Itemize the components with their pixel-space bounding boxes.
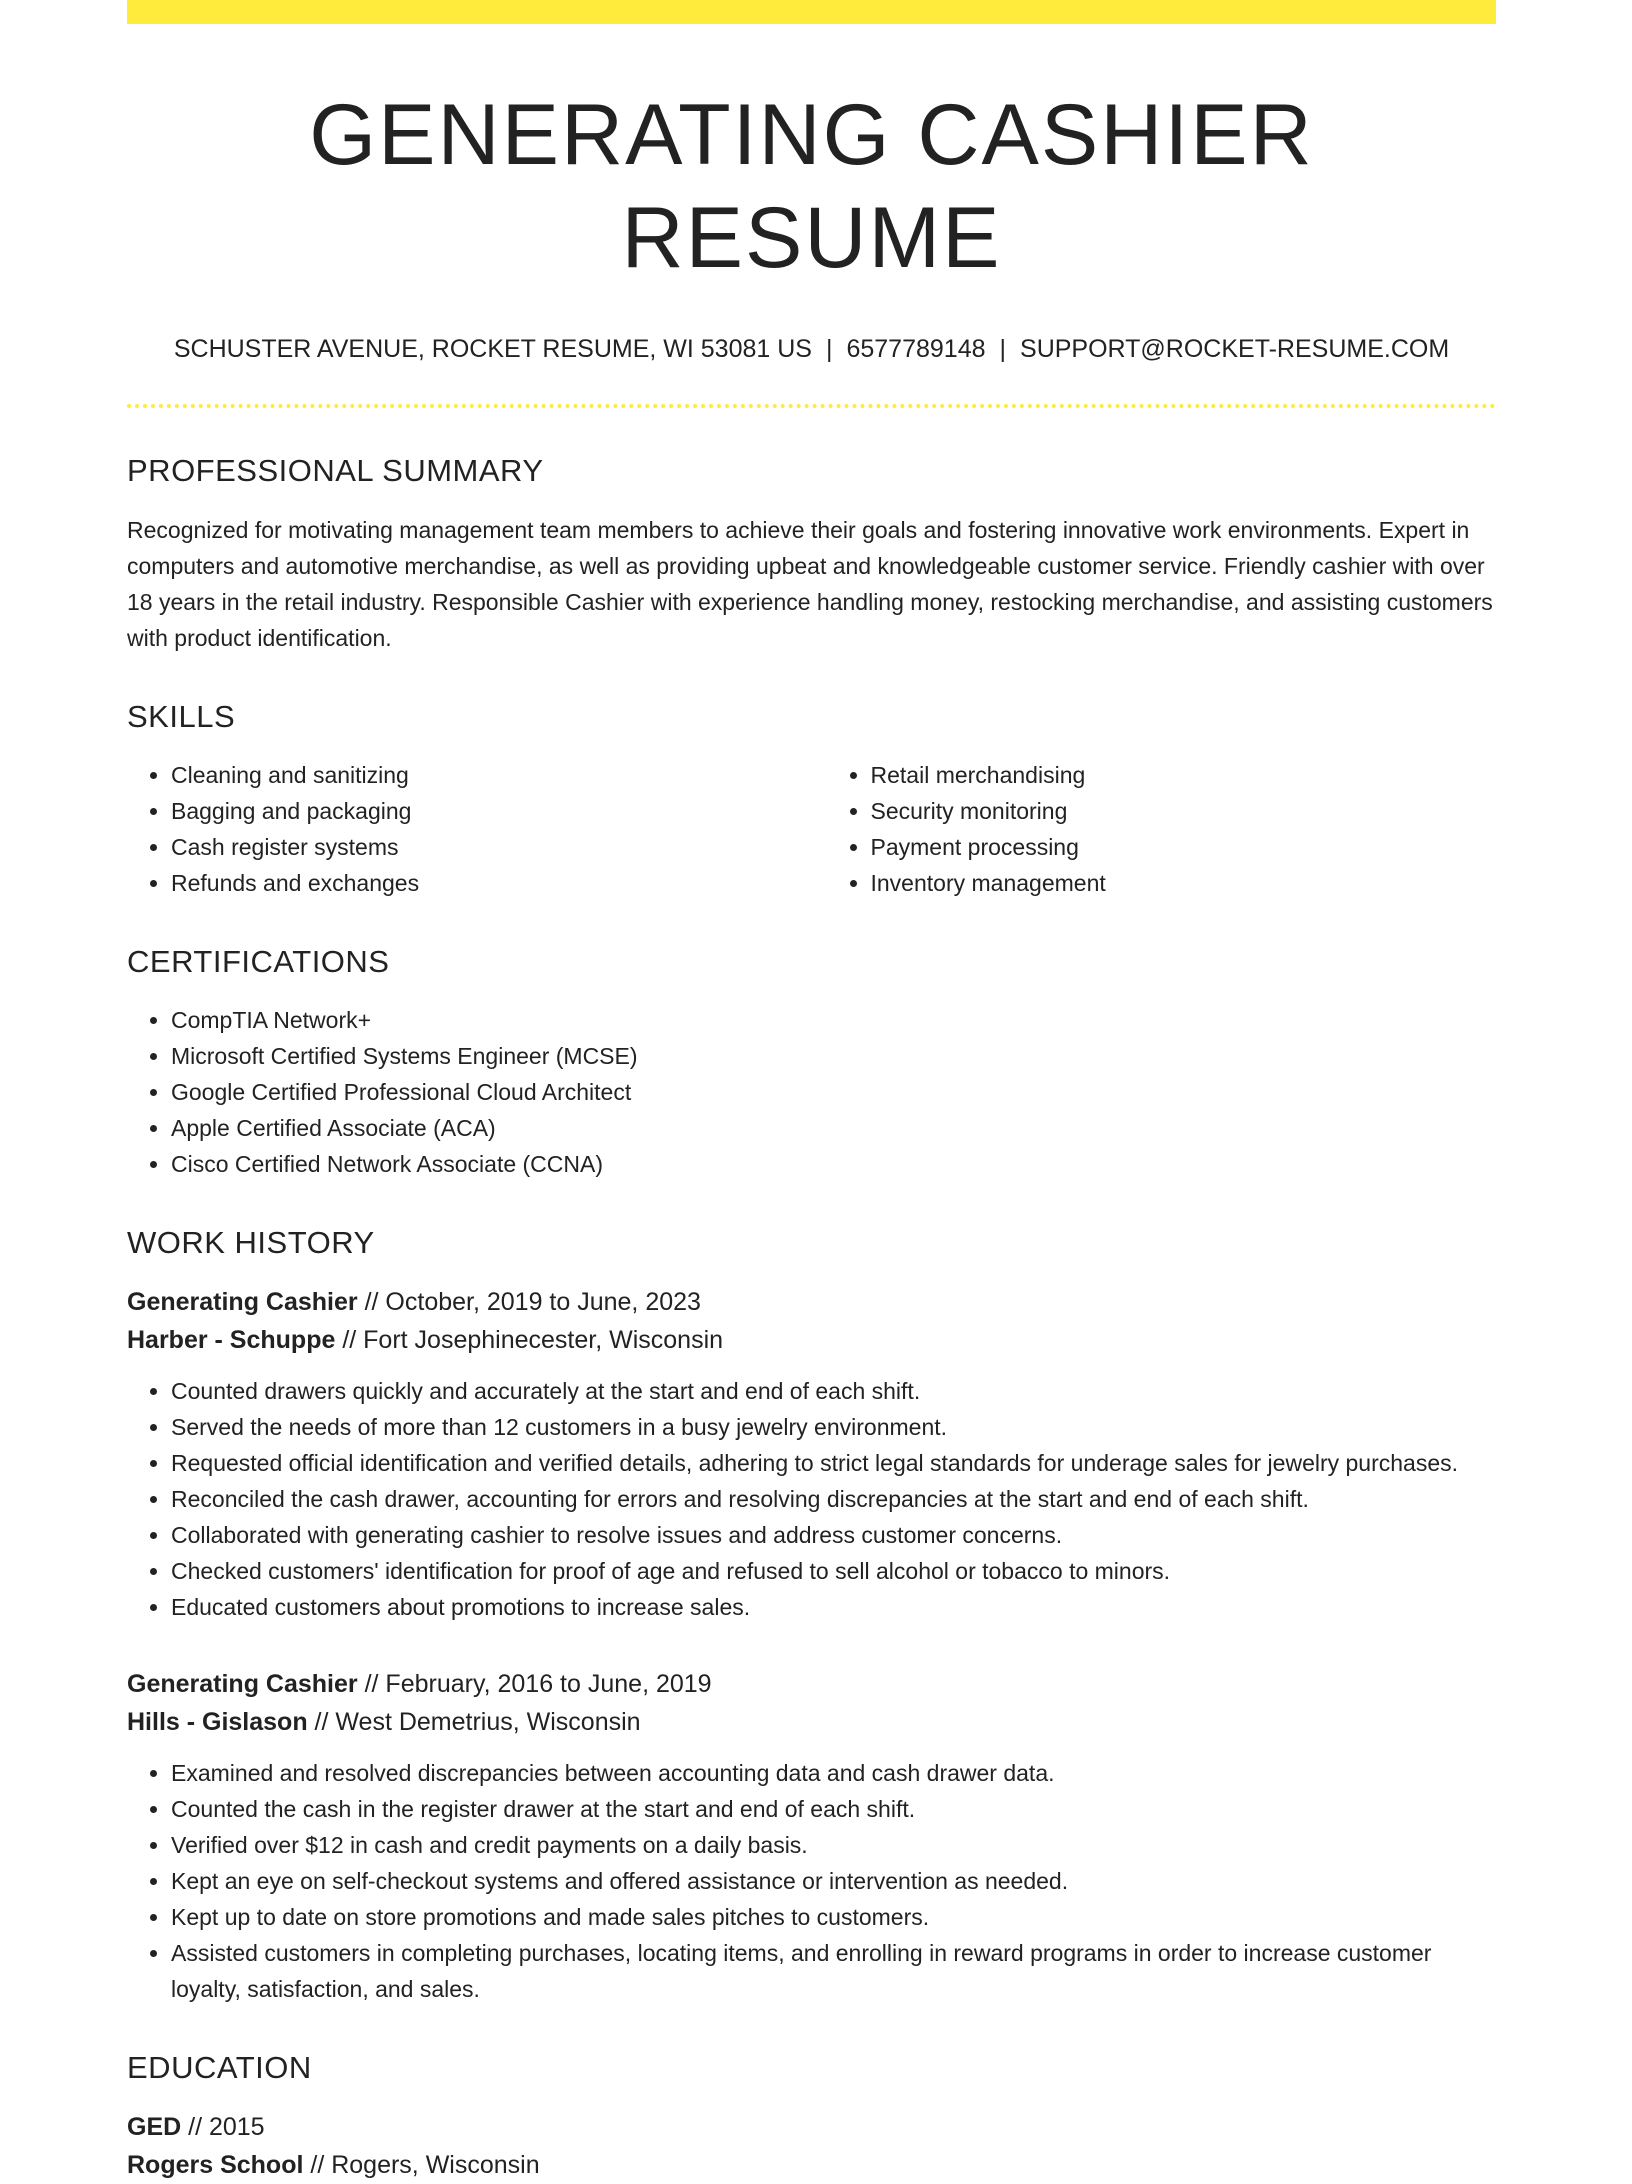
certifications-heading: CERTIFICATIONS — [127, 943, 390, 979]
skills-list-left — [127, 757, 797, 901]
list-item: • CompTIA Network+ — [171, 1002, 1496, 1038]
list-item: • Cleaning and sanitizing — [171, 757, 797, 793]
list-item: • Microsoft Certified Systems Engineer (MCSE) — [171, 1038, 1496, 1074]
job-entry — [127, 1665, 1496, 2007]
list-item: • Requested official identification and verified details, adhering to strict legal standards for underage sales for jewelry purchases. — [171, 1445, 1496, 1481]
list-item: • Counted the cash in the register drawer at the start and end of each shift. — [171, 1791, 1496, 1827]
accent-top-bar — [127, 0, 1496, 24]
job-location: // West Demetrius, Wisconsin — [307, 1708, 641, 1737]
page-title: GENERATING CASHIER RESUME — [309, 87, 1314, 287]
list-item: • Examined and resolved discrepancies between accounting data and cash drawer data. — [171, 1755, 1496, 1791]
education-school: Rogers School — [127, 2151, 304, 2180]
list-item: • Collaborated with generating cashier to resolve issues and address customer concerns. — [171, 1517, 1496, 1553]
job-duties-list — [127, 1373, 1496, 1625]
list-item: • Cash register systems — [171, 829, 797, 865]
education-year: // 2015 — [181, 2113, 265, 2142]
education-school-line — [127, 2146, 1496, 2184]
summary-text: Recognized for motivating management team members to achieve their goals and fostering innovative work environments. Expert in computers and automotive merchandise, as well as providing upbeat and knowledgeable customer service. Friendly cashier with over 18 years in the retail industry. Responsible Cashier with experience handling money, restocking merchandise, and assisting customers with product identification. — [127, 516, 1493, 651]
work-history-heading: WORK HISTORY — [127, 1224, 375, 1260]
job-role: Generating Cashier — [127, 1288, 358, 1317]
list-item: • Counted drawers quickly and accurately at the start and end of each shift. — [171, 1373, 1496, 1409]
job-dates: // February, 2016 to June, 2019 — [357, 1670, 712, 1699]
list-item: • Cisco Certified Network Associate (CCNA) — [171, 1146, 1496, 1182]
resume-content — [127, 0, 1496, 2184]
certifications-list — [127, 1002, 1496, 1182]
list-item: • Refunds and exchanges — [171, 865, 797, 901]
list-item: • Inventory management — [871, 865, 1497, 901]
list-item: • Kept an eye on self-checkout systems and offered assistance or intervention as needed. — [171, 1863, 1496, 1899]
list-item: • Apple Certified Associate (ACA) — [171, 1110, 1496, 1146]
skills-grid — [127, 757, 1496, 901]
job-duties-list — [127, 1755, 1496, 2007]
job-role: Generating Cashier — [127, 1670, 358, 1699]
education-degree: GED — [127, 2113, 182, 2142]
job-role-line — [127, 1283, 1496, 1321]
skills-heading: SKILLS — [127, 698, 236, 734]
contact-separator: | — [999, 335, 1007, 364]
contact-address: SCHUSTER AVENUE, ROCKET RESUME, WI 53081 US — [173, 335, 812, 364]
list-item: • Reconciled the cash drawer, accounting for errors and resolving discrepancies at the start and end of each shift. — [171, 1481, 1496, 1517]
education-degree-line — [127, 2108, 1496, 2146]
list-item: • Retail merchandising — [871, 757, 1497, 793]
contact-email: SUPPORT@ROCKET-RESUME.COM — [1020, 335, 1450, 364]
contact-phone: 6577789148 — [846, 335, 986, 364]
list-item: • Bagging and packaging — [171, 793, 797, 829]
list-item: • Kept up to date on store promotions and made sales pitches to customers. — [171, 1899, 1496, 1935]
contact-separator: | — [825, 335, 833, 364]
list-item: • Payment processing — [871, 829, 1497, 865]
education-entry — [127, 2108, 1496, 2184]
job-company-line — [127, 1703, 1496, 1741]
job-entry — [127, 1283, 1496, 1625]
job-company: Harber - Schuppe — [127, 1326, 336, 1355]
list-item: • Checked customers' identification for proof of age and refused to sell alcohol or tobacco to minors. — [171, 1553, 1496, 1589]
summary-heading: PROFESSIONAL SUMMARY — [127, 453, 544, 489]
job-location: // Fort Josephinecester, Wisconsin — [335, 1326, 724, 1355]
dotted-divider — [127, 404, 1496, 408]
job-company: Hills - Gislason — [127, 1708, 308, 1737]
skills-list-right — [827, 757, 1497, 901]
education-location: // Rogers, Wisconsin — [303, 2151, 540, 2180]
contact-line — [127, 334, 1496, 364]
list-item: • Served the needs of more than 12 customers in a busy jewelry environment. — [171, 1409, 1496, 1445]
education-heading: EDUCATION — [127, 2050, 312, 2086]
job-dates: // October, 2019 to June, 2023 — [357, 1288, 701, 1317]
job-company-line — [127, 1321, 1496, 1359]
list-item: • Google Certified Professional Cloud Architect — [171, 1074, 1496, 1110]
list-item: • Security monitoring — [871, 793, 1497, 829]
list-item: • Assisted customers in completing purchases, locating items, and enrolling in reward programs in order to increase customer loyalty, satisfaction, and sales. — [171, 1935, 1496, 2007]
list-item: • Educated customers about promotions to increase sales. — [171, 1589, 1496, 1625]
job-role-line — [127, 1665, 1496, 1703]
list-item: • Verified over $12 in cash and credit payments on a daily basis. — [171, 1827, 1496, 1863]
